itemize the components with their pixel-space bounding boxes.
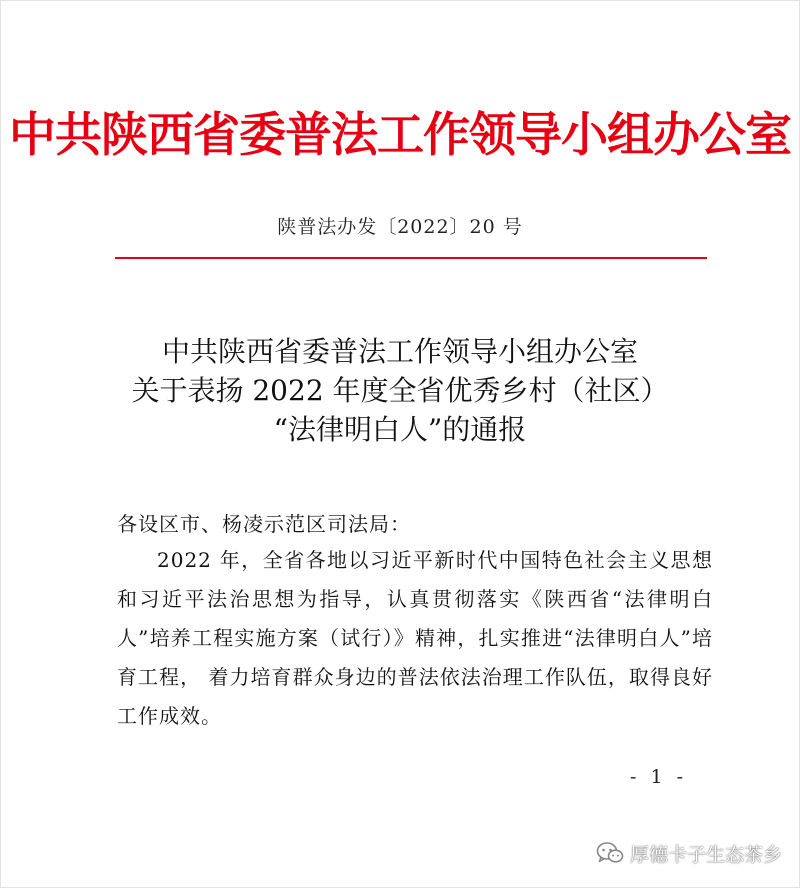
- wechat-watermark: [596, 838, 782, 868]
- page-number: - 1 -: [630, 766, 688, 788]
- title-line-2: 关于表扬 2022 年度全省优秀乡村（社区）: [131, 374, 669, 407]
- red-divider-line: [115, 257, 707, 259]
- title-line-3: “法律明白人”的通报: [273, 413, 527, 446]
- document-number: 陕普法办发〔2022〕20 号: [277, 216, 523, 238]
- wechat-icon: [596, 841, 624, 865]
- issuing-organization-header: 中共陕西省委普法工作领导小组办公室: [9, 108, 791, 163]
- title-line-1: 中共陕西省委普法工作领导小组办公室: [161, 335, 638, 368]
- watermark-text: 厚德卡子生态茶乡: [629, 843, 782, 866]
- body-paragraph: 2022 年，全省各地以习近平新时代中国特色社会主义思想和习近平法治思想为指导，认真贯彻落实《陕西省“法律明白人”培养工程实施方案（试行）》精神，扎实推进“法律明白人”培育工程， 着力培育群众身边的普法依法治理工作队伍，取得良好工作成效。: [117, 548, 713, 728]
- document-title: [0, 332, 800, 449]
- salutation: 各设区市、杨凌示范区司法局：: [117, 512, 411, 536]
